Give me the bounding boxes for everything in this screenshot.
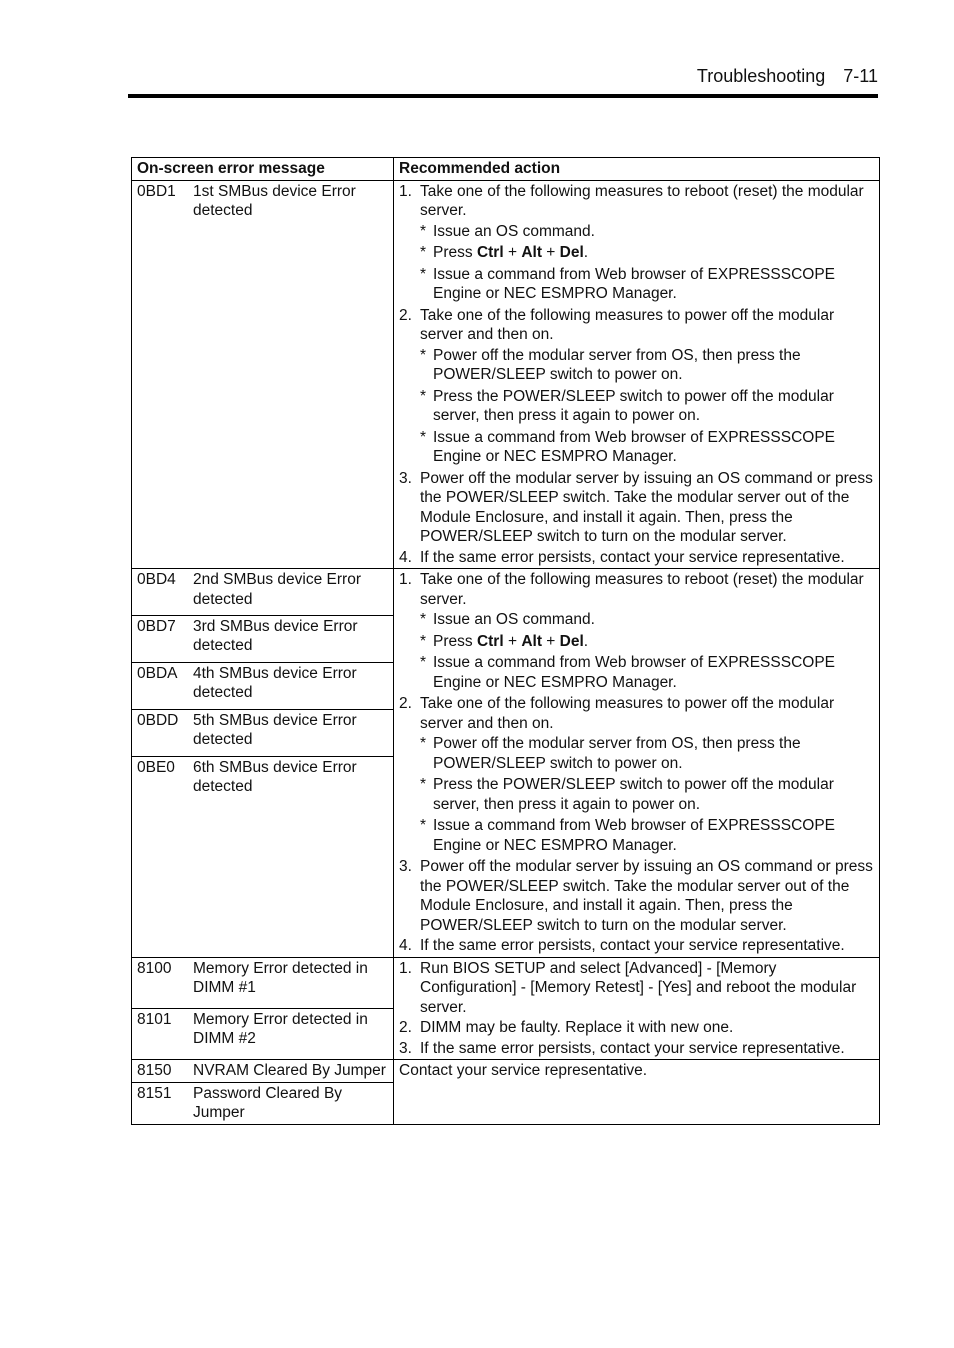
message-cell <box>132 756 394 957</box>
table-row <box>132 957 880 1008</box>
page-header <box>128 62 878 92</box>
action-bullet: * Power off the modular server from OS, then press the POWER/SLEEP switch to power on. <box>420 346 801 383</box>
action-step: 1. Run BIOS SETUP and select [Advanced] - [Memory Configuration] - [Memory Retest] - [Yes] and reboot the modular server. <box>399 959 857 1016</box>
header-title: Troubleshooting <box>696 66 826 86</box>
error-text: 2nd SMBus device Error detected <box>193 571 361 608</box>
action-bullet: * Issue a command from Web browser of EXPRESSSCOPE Engine or NEC ESMPRO Manager. <box>420 428 836 465</box>
message-cell <box>132 180 394 569</box>
table-row <box>132 1060 880 1083</box>
error-text: 3rd SMBus device Error detected <box>193 617 358 655</box>
action-cell <box>394 569 880 958</box>
action-bullet: * Issue a command from Web browser of EXPRESSSCOPE Engine or NEC ESMPRO Manager. <box>420 265 836 302</box>
action-bullet: * Press Ctrl + Alt + Del. <box>420 244 589 261</box>
error-code: 0BDA <box>137 664 178 682</box>
key-del: Del <box>559 632 584 650</box>
action-step: 4. If the same error persists, contact your service representative. <box>399 937 845 954</box>
page-number: 7-11 <box>843 66 878 86</box>
action-bullet: * Power off the modular server from OS, then press the POWER/SLEEP switch to power on. <box>420 735 801 772</box>
action-cell <box>394 957 880 1060</box>
header-rule <box>128 94 878 98</box>
action-bullet: * Issue an OS command. <box>420 222 595 240</box>
key-alt: Alt <box>521 632 542 650</box>
action-cell <box>394 1060 880 1125</box>
action-bullet: * Issue a command from Web browser of EXPRESSSCOPE Engine or NEC ESMPRO Manager. <box>420 817 836 854</box>
error-code: 0BD4 <box>137 571 176 588</box>
action-step: 1. Take one of the following measures to reboot (reset) the modular server. <box>399 182 864 219</box>
action-bullet: * Issue a command from Web browser of EXPRESSSCOPE Engine or NEC ESMPRO Manager. <box>420 654 836 691</box>
error-text: 1st SMBus device Error detected <box>193 182 356 219</box>
action-step: 3. If the same error persists, contact your service representative. <box>399 1039 845 1057</box>
action-step: 1. Take one of the following measures to reboot (reset) the modular server. <box>399 571 864 608</box>
table-row <box>132 569 880 616</box>
message-cell <box>132 662 394 709</box>
error-code: 0BD7 <box>137 617 176 635</box>
action-step: 4. If the same error persists, contact your service representative. <box>399 548 845 566</box>
action-step: 2. Take one of the following measures to power off the modular server and then on. <box>399 306 835 343</box>
key-ctrl: Ctrl <box>476 244 504 261</box>
error-text: 5th SMBus device Error detected <box>193 711 357 749</box>
error-code: 8100 <box>137 959 172 977</box>
message-cell <box>132 709 394 756</box>
message-cell <box>132 569 394 616</box>
action-step: 3. Power off the modular server by issuing an OS command or press the POWER/SLEEP switch. Take the modular server out of the Module Enclosure, and install it again. Then, press the POWER/SLEEP switch to turn on the modular server. <box>399 858 873 934</box>
action-bullet: * Issue an OS command. <box>420 611 595 628</box>
error-code: 8150 <box>137 1062 172 1079</box>
action-text: Contact your service representative. <box>399 1062 648 1079</box>
error-code: 0BDD <box>137 711 179 729</box>
column-header-action: Recommended action <box>394 158 880 181</box>
error-code: 0BD1 <box>137 182 176 200</box>
error-text: Memory Error detected in DIMM #2 <box>193 1010 368 1048</box>
error-text: 4th SMBus device Error detected <box>193 664 357 702</box>
message-cell <box>132 1008 394 1059</box>
message-cell <box>132 1060 394 1083</box>
action-step: 2. DIMM may be faulty. Replace it with new one. <box>399 1019 734 1036</box>
action-bullet: * Press Ctrl + Alt + Del. <box>420 632 589 650</box>
key-ctrl: Ctrl <box>476 632 504 650</box>
action-cell <box>394 180 880 569</box>
error-text: NVRAM Cleared By Jumper <box>193 1062 386 1079</box>
table-header-row <box>132 158 880 181</box>
error-text: Password Cleared By Jumper <box>193 1084 343 1121</box>
table-row <box>132 180 880 569</box>
action-bullet: * Press the POWER/SLEEP switch to power off the modular server, then press it again to power on. <box>420 776 834 813</box>
error-text: 6th SMBus device Error detected <box>193 758 357 795</box>
key-del: Del <box>559 244 584 261</box>
column-header-message: On-screen error message <box>132 158 394 181</box>
error-table <box>131 157 880 1125</box>
message-cell <box>132 1082 394 1124</box>
message-cell <box>132 957 394 1008</box>
message-cell <box>132 615 394 662</box>
error-text: Memory Error detected in DIMM #1 <box>193 959 368 996</box>
action-bullet: * Press the POWER/SLEEP switch to power off the modular server, then press it again to power on. <box>420 387 834 424</box>
action-step: 3. Power off the modular server by issuing an OS command or press the POWER/SLEEP switch. Take the modular server out of the Module Enclosure, and install it again. Then, press the POWER/SLEEP switch to turn on the modular server. <box>399 469 873 545</box>
error-code: 0BE0 <box>137 758 175 776</box>
error-code: 8151 <box>137 1084 172 1102</box>
error-code: 8101 <box>137 1010 172 1028</box>
action-step: 2. Take one of the following measures to power off the modular server and then on. <box>399 695 835 732</box>
key-alt: Alt <box>521 244 542 261</box>
